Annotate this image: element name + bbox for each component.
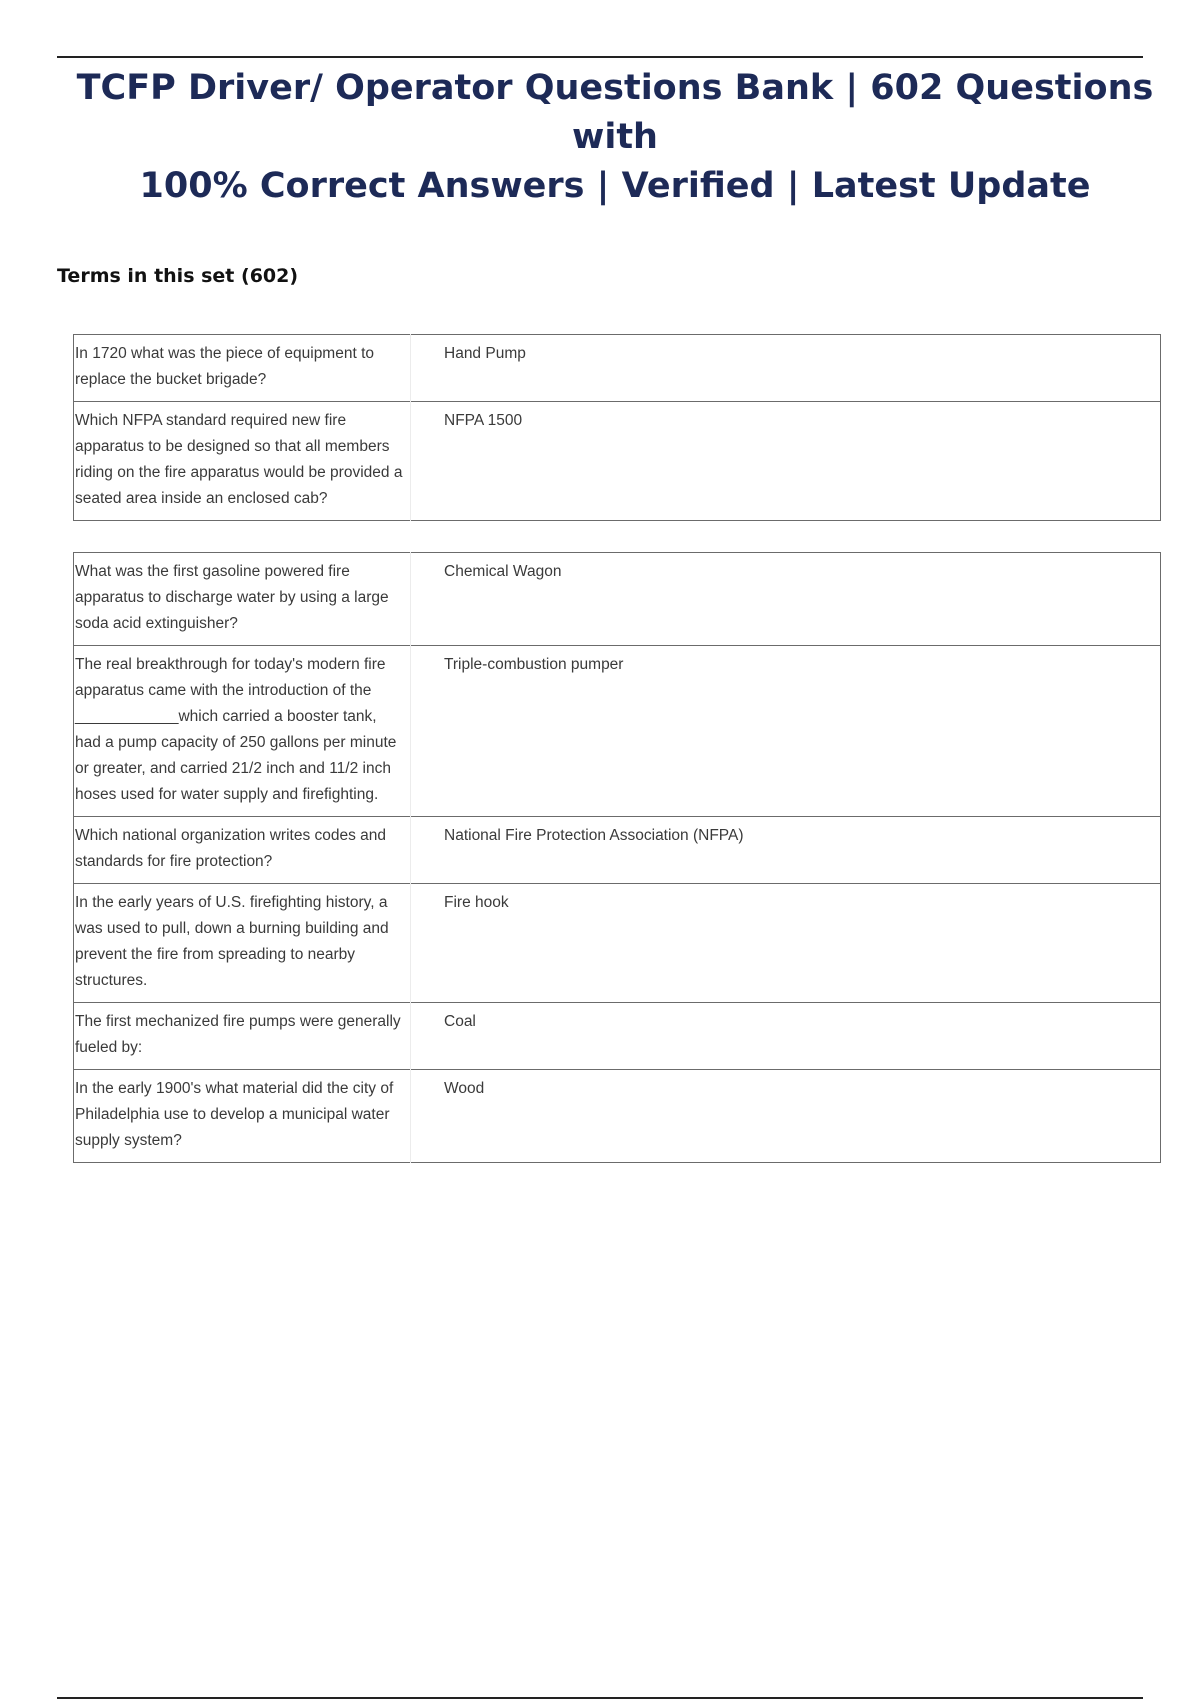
term-cell: Which NFPA standard required new fire apparatus to be designed so that all members riding on the fire apparatus would be provided a seated area inside an enclosed cab? <box>74 402 411 521</box>
document-title <box>70 64 1160 211</box>
table-row <box>74 402 1161 521</box>
term-cell: In the early years of U.S. firefighting history, a was used to pull, down a burning building and prevent the fire from spreading to nearby structures. <box>74 884 411 1003</box>
flashcard-table-2 <box>73 552 1161 1163</box>
table-row <box>74 1070 1161 1163</box>
terms-count-heading: Terms in this set (602) <box>57 265 299 287</box>
definition-cell: Chemical Wagon <box>444 563 562 580</box>
definition-cell: National Fire Protection Association (NFPA) <box>444 827 744 844</box>
definition-cell: Triple-combustion pumper <box>444 656 624 673</box>
term-cell: What was the first gasoline powered fire apparatus to discharge water by using a large soda acid extinguisher? <box>74 553 411 646</box>
definition-cell: Fire hook <box>444 894 509 911</box>
table-row <box>74 884 1161 1003</box>
table-row <box>74 335 1161 402</box>
definition-cell: Coal <box>444 1013 476 1030</box>
term-cell: The real breakthrough for today's modern fire apparatus came with the introduction of the ____________which carried a booster tank, had a pump capacity of 250 gallons per minute or greater, and carried 21/2 inch and 11/2 inch hoses used for water supply and firefighting. <box>74 646 411 817</box>
definition-cell: Wood <box>444 1080 485 1097</box>
term-cell: In the early 1900's what material did the city of Philadelphia use to develop a municipal water supply system? <box>74 1070 411 1163</box>
table-row <box>74 817 1161 884</box>
flashcard-table-1 <box>73 334 1161 521</box>
table-row <box>74 646 1161 817</box>
title-line-2: 100% Correct Answers | Verified | Latest Update <box>139 166 1091 206</box>
title-line-1: TCFP Driver/ Operator Questions Bank | 602 Questions with <box>76 68 1154 157</box>
definition-cell: NFPA 1500 <box>444 412 523 429</box>
term-cell: The first mechanized fire pumps were generally fueled by: <box>74 1003 411 1070</box>
term-cell: In 1720 what was the piece of equipment to replace the bucket brigade? <box>74 335 411 402</box>
table-row <box>74 553 1161 646</box>
table-row <box>74 1003 1161 1070</box>
top-divider <box>57 56 1143 58</box>
definition-cell: Hand Pump <box>444 345 526 362</box>
bottom-divider <box>57 1697 1143 1699</box>
term-cell: Which national organization writes codes and standards for fire protection? <box>74 817 411 884</box>
